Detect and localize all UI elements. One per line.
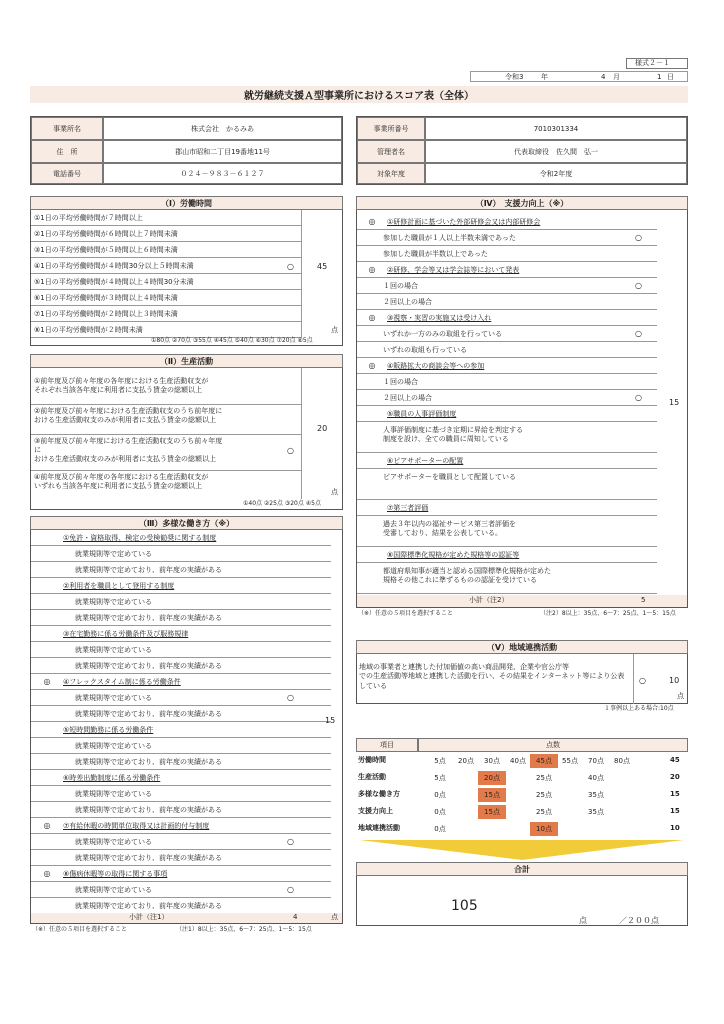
total-label: 合計 (356, 862, 688, 876)
value-manager: 代表取締役 佐久間 弘一 (425, 140, 687, 163)
total-box (356, 862, 688, 926)
sec5-text: 地域の事業者と連携した付加価値の高い商品開発、企業や官公庁等 での生産活動等地域と連携した活動を行い、その結果をインターネット等により公表している (359, 663, 625, 690)
sec1-item: ⑥1日の平均労働時間が３時間以上４時間未満 (31, 290, 301, 306)
summary-cell (452, 771, 480, 785)
summary-cell: 5点 (434, 774, 446, 782)
sec3-option-mark: ○ (287, 885, 294, 894)
sec4-option (357, 342, 657, 358)
sec3-option (31, 658, 331, 674)
sec2-footnote: ①40点 ②25点 ③20点 ④5点 (243, 500, 321, 507)
sec4-single-title (357, 453, 657, 469)
down-arrow-icon (356, 838, 688, 862)
sec3-group-title-text: ⑧傷病休暇等の取得に関する事項 (63, 869, 168, 878)
sec3-group-title-text: ①免許・資格取得、検定の受検勧奨に関する制度 (63, 533, 217, 542)
sec4-single-text: 過去３年以内の福祉サービス第三者評価を 受審しており、結果を公表している。 (383, 520, 516, 538)
sec5-footnote: １事例以上ある場合:10点 (604, 705, 674, 712)
summary-cell (504, 822, 532, 836)
sec4-option (357, 390, 657, 406)
summary-row-score: 15 (670, 790, 680, 798)
summary-cell: 15点 (478, 788, 506, 802)
summary-cell (608, 788, 636, 802)
sec4-single-title-text: ⑥ピアサポーターの配置 (387, 456, 464, 465)
value-phone: ０２４－９８３－６１２７ (103, 163, 342, 184)
section-3-title: （Ⅲ）多様な働き方（※） (30, 516, 343, 530)
summary-cell (608, 771, 636, 785)
section-4 (356, 196, 688, 608)
sec3-option (31, 546, 331, 562)
sec1-item: ②1日の平均労働時間が６時間以上７時間未満 (31, 226, 301, 242)
sec5-selected-mark: ○ (639, 676, 646, 685)
summary-cell (556, 788, 584, 802)
summary-row-label: 生産活動 (358, 773, 386, 781)
total-unit: 点 (579, 916, 587, 925)
sec4-option-mark: ○ (635, 329, 642, 338)
value-address: 郡山市昭和二丁目19番地11号 (103, 140, 342, 163)
sec1-footnote: ①80点 ②70点 ③55点 ④45点 ⑤40点 ⑥30点 ⑦20点 ⑧5点 (151, 337, 313, 344)
label-company: 事業所名 (31, 117, 103, 140)
summary-cell (608, 822, 636, 836)
sec3-option (31, 738, 331, 754)
sec3-option-text: 就業規則等で定めており、前年度の実績がある (75, 901, 222, 910)
sec4-single-text: ピアサポーターを職員として配置している (383, 473, 516, 481)
summary-cell (504, 805, 532, 819)
summary-cell (556, 805, 584, 819)
summary-cell: 25点 (536, 808, 552, 816)
label-address: 住 所 (31, 140, 103, 163)
sec2-unit: 点 (331, 488, 338, 496)
summary-cell: 10点 (530, 822, 558, 836)
summary-cell: 35点 (588, 791, 604, 799)
sec3-option-text: 就業規則等で定めている (75, 597, 152, 606)
sec1-item: ⑦1日の平均労働時間が２時間以上３時間未満 (31, 306, 301, 322)
sec3-note-left: （※）任意の５項目を選択すること (32, 926, 128, 933)
sec1-item: ③1日の平均労働時間が５時間以上６時間未満 (31, 242, 301, 258)
summary-row-score: 45 (670, 756, 680, 764)
section-1-title: （Ⅰ）労働時間 (30, 196, 343, 210)
sec3-option-text: 就業規則等で定めており、前年度の実績がある (75, 661, 222, 670)
section-4-title: （Ⅳ） 支援力向上（※） (356, 196, 688, 210)
sec3-option (31, 850, 331, 866)
sec3-option-mark: ○ (287, 693, 294, 702)
summary-cell: 5点 (434, 757, 446, 765)
info-right-table (356, 116, 688, 185)
sec3-group-title-text: ③在宅勤務に係る労働条件及び服務規律 (63, 629, 189, 638)
summary-cell (452, 805, 480, 819)
sec3-option-text: 就業規則等で定めている (75, 837, 152, 846)
sec3-option (31, 690, 331, 706)
sec4-subtotal-label: 小計（注2） (469, 596, 509, 604)
sec4-group-mark: ◎ (368, 264, 376, 274)
sec3-option (31, 754, 331, 770)
sec4-group-title (357, 214, 657, 230)
sec3-group-title (31, 626, 331, 642)
summary-table (356, 738, 688, 834)
summary-cell: 0点 (434, 825, 446, 833)
sec4-option-text: ２回以上の場合 (383, 297, 432, 306)
info-left-table (30, 116, 343, 185)
sec4-group-title-text: ①研修計画に基づいた外部研修会又は内部研修会 (387, 217, 541, 226)
summary-cell: 45点 (530, 754, 558, 768)
sec4-group-mark: ◎ (368, 216, 376, 226)
summary-cell: 55点 (562, 757, 578, 765)
sec4-single-title (357, 406, 657, 422)
sec3-option-text: 就業規則等で定めており、前年度の実績がある (75, 709, 222, 718)
page-title: 就労継続支援Ａ型事業所におけるスコア表（全体） (244, 91, 474, 102)
summary-row-label: 支援力向上 (358, 807, 393, 815)
sec3-option-text: 就業規則等で定めており、前年度の実績がある (75, 805, 222, 814)
sec3-group-title (31, 578, 331, 594)
sec3-option (31, 594, 331, 610)
sec4-option-text: いずれか一方のみの取組を行っている (383, 329, 502, 338)
sec4-option (357, 246, 657, 262)
total-max: ／２００点 (619, 916, 659, 925)
summary-row-score: 20 (670, 773, 680, 781)
sec4-option (357, 278, 657, 294)
sec3-option-text: 就業規則等で定めている (75, 789, 152, 798)
sec4-note-left: （※）任意の５項目を選択すること (358, 610, 454, 617)
summary-cell: 20点 (458, 757, 474, 765)
sec3-option-mark: ○ (287, 837, 294, 846)
sec4-score: 15 (669, 398, 680, 407)
summary-cell (452, 822, 480, 836)
summary-cell: 15点 (478, 805, 506, 819)
sec3-option (31, 898, 331, 914)
sec4-group-title-text: ③視察・実習の実施又は受け入れ (387, 313, 492, 322)
sec5-score: 10 (669, 676, 680, 685)
sec3-group-title (31, 818, 331, 834)
sec3-group-mark: ◎ (43, 820, 51, 830)
summary-cell: 30点 (484, 757, 500, 765)
sec2-selected-mark: ○ (287, 446, 294, 455)
summary-cell (452, 788, 480, 802)
sec1-selected-mark: ○ (287, 262, 294, 271)
sec4-single-divider (357, 593, 657, 594)
sec4-single-title-text: ⑧国際標準化規格が定めた規格等の認証等 (387, 550, 520, 559)
sec4-group-mark: ◎ (368, 360, 376, 370)
summary-cell: 35点 (588, 808, 604, 816)
section-2-title: （Ⅱ）生産活動 (30, 354, 343, 368)
sec4-option-text: 参加した職員が１人以上半数未満であった (383, 233, 516, 242)
sec5-unit: 点 (677, 692, 684, 700)
sec3-group-title-text: ②利用者を職員として登用する制度 (63, 581, 175, 590)
sec4-option-mark: ○ (635, 393, 642, 402)
sec2-item: ④前年度及び前々年度の各年度における生産活動収支が いずれも当該各年度に利用者に支払う賃金の総額以上 (34, 473, 209, 491)
sec4-option (357, 374, 657, 390)
form-number: 様式２－１ (635, 59, 670, 67)
summary-row-score: 15 (670, 807, 680, 815)
label-phone: 電話番号 (31, 163, 103, 184)
sec4-group-title (357, 310, 657, 326)
form-number-box (626, 58, 688, 69)
date-line: 令和3 年 4 月 1 日 (470, 71, 688, 82)
sec3-option (31, 642, 331, 658)
sec3-score: 15 (325, 716, 336, 725)
summary-cell: 40点 (510, 757, 526, 765)
summary-row-score: 10 (670, 824, 680, 832)
sec3-group-mark: ◎ (43, 868, 51, 878)
sec1-item: ④1日の平均労働時間が４時間30分以上５時間未満 (31, 258, 301, 274)
sec4-note-right: （注2）8以上：35点、6～7：25点、1～5：15点 (540, 610, 676, 617)
summary-row-label: 労働時間 (358, 756, 386, 764)
sec2-score: 20 (317, 424, 328, 433)
sec4-subtotal-row (357, 595, 687, 607)
sec4-option-text: １回の場合 (383, 281, 418, 290)
sec3-group-title (31, 866, 331, 882)
summary-cell (608, 805, 636, 819)
sec3-option-text: 就業規則等で定めている (75, 645, 152, 654)
sec4-group-title (357, 262, 657, 278)
sec4-single-title-text: ⑦第三者評価 (387, 503, 429, 512)
sec4-group-mark: ◎ (368, 312, 376, 322)
sec2-item: ①前年度及び前々年度の各年度における生産活動収支が それぞれ当該各年度に利用者に支払う賃金の総額以上 (31, 375, 301, 405)
sec3-subtotal-label: 小計（注1） (129, 913, 169, 921)
sec3-option (31, 706, 331, 722)
sec2-item: ③前年度及び前々年度における生産活動収支のうち前々年度 に おける生産活動収支のみが利用者に支払う賃金の総額以上 (31, 435, 301, 471)
page-title-bar (30, 86, 688, 103)
summary-cell: 25点 (536, 774, 552, 782)
sec4-single-title (357, 547, 657, 563)
summary-cell: 0点 (434, 808, 446, 816)
sec4-option-text: ２回以上の場合 (383, 393, 432, 402)
sec3-option (31, 610, 331, 626)
sec1-score: 45 (317, 262, 328, 271)
sec4-option-mark: ○ (635, 233, 642, 242)
sec4-single-text: 人事評価制度に基づき定期に昇給を判定する 制度を設け、全ての職員に周知している (383, 426, 523, 444)
summary-row-label: 多様な働き方 (358, 790, 400, 798)
summary-cell (504, 788, 532, 802)
sec4-option (357, 230, 657, 246)
section-2 (30, 354, 343, 510)
sec3-group-title (31, 722, 331, 738)
sec1-item: ⑧1日の平均労働時間が２時間未満 (31, 322, 301, 338)
summary-cell: 40点 (588, 774, 604, 782)
section-5 (356, 640, 688, 704)
summary-cell (478, 822, 506, 836)
sec3-option (31, 562, 331, 578)
value-year: 令和2年度 (425, 163, 687, 184)
summary-cell: 70点 (588, 757, 604, 765)
sec3-option (31, 834, 331, 850)
sec3-subtotal-row (31, 913, 342, 923)
sec3-option-text: 就業規則等で定めている (75, 885, 152, 894)
summary-row-label: 地域連携活動 (358, 824, 400, 832)
section-3 (30, 516, 343, 924)
summary-cell (504, 771, 532, 785)
summary-cell: 80点 (614, 757, 630, 765)
sec4-subtotal: 5 (641, 596, 646, 604)
sec3-group-title (31, 770, 331, 786)
summary-cell: 0点 (434, 791, 446, 799)
label-manager: 管理者名 (357, 140, 425, 163)
sec3-group-title-text: ④フレックスタイム制に係る労働条件 (63, 677, 181, 686)
sec3-group-title (31, 530, 331, 546)
sec3-option-text: 就業規則等で定めており、前年度の実績がある (75, 565, 222, 574)
sec4-option-text: いずれの取組も行っている (383, 345, 467, 354)
sec3-option-text: 就業規則等で定めている (75, 549, 152, 558)
sec3-group-mark: ◎ (43, 676, 51, 686)
total-value: 105 (451, 898, 478, 914)
sec4-group-title (357, 358, 657, 374)
label-year: 対象年度 (357, 163, 425, 184)
sec4-option-text: 参加した職員が半数以上であった (383, 249, 488, 258)
summary-header-points: 点数 (418, 738, 688, 752)
sec3-option (31, 786, 331, 802)
sec3-group-title-text: ⑦有給休暇の時間単位取得又は計画的付与制度 (63, 821, 210, 830)
summary-cell (556, 771, 584, 785)
summary-cell (556, 822, 584, 836)
sec4-option (357, 294, 657, 310)
sec3-option (31, 802, 331, 818)
sec4-single-title (357, 500, 657, 516)
sec4-group-title-text: ④販路拡大の商談会等への参加 (387, 361, 485, 370)
sec3-option-text: 就業規則等で定めている (75, 741, 152, 750)
summary-cell: 20点 (478, 771, 506, 785)
sec1-item: ①1日の平均労働時間が７時間以上 (31, 210, 301, 226)
summary-cell: 25点 (536, 791, 552, 799)
sec3-subtotal: 4 (293, 913, 298, 921)
sec3-option-text: 就業規則等で定めており、前年度の実績がある (75, 853, 222, 862)
sec3-group-title (31, 674, 331, 690)
sec3-option (31, 882, 331, 898)
sec1-unit: 点 (331, 326, 338, 334)
sec3-note-right: （注1）8以上：35点、6～7：25点、1～5：15点 (176, 926, 312, 933)
summary-header-item: 項目 (356, 738, 418, 752)
sec3-group-title-text: ⑥時差出勤制度に係る労働条件 (63, 773, 161, 782)
sec4-single-text: 都道府県知事が適当と認める国際標準化規格が定めた 規格その他これに準ずるものの認証を受けている (383, 567, 551, 585)
summary-cell (582, 822, 610, 836)
sec1-item: ⑤1日の平均労働時間が４時間以上４時間30分未満 (31, 274, 301, 290)
sec3-unit: 点 (331, 913, 338, 921)
sec4-option (357, 326, 657, 342)
sec4-option-text: １回の場合 (383, 377, 418, 386)
sec2-item: ②前年度及び前々年度における生産活動収支のうち前年度に おける生産活動収支のみが利用者に支払う賃金の総額以上 (31, 405, 301, 435)
value-office-no: 7010301334 (425, 117, 687, 140)
sec4-single-title-text: ⑤職員の人事評価制度 (387, 409, 457, 418)
sec4-option-mark: ○ (635, 281, 642, 290)
section-1 (30, 196, 343, 346)
value-company: 株式会社 かるみあ (103, 117, 342, 140)
sec3-option-text: 就業規則等で定めており、前年度の実績がある (75, 757, 222, 766)
sec3-option-text: 就業規則等で定めている (75, 693, 152, 702)
sec3-option-text: 就業規則等で定めており、前年度の実績がある (75, 613, 222, 622)
section-5-title: （Ⅴ）地域連携活動 (356, 640, 688, 654)
sec4-group-title-text: ②研修、学会等又は学会誌等において発表 (387, 265, 520, 274)
label-office-no: 事業所番号 (357, 117, 425, 140)
sec3-group-title-text: ⑤短時間勤務に係る労働条件 (63, 725, 154, 734)
